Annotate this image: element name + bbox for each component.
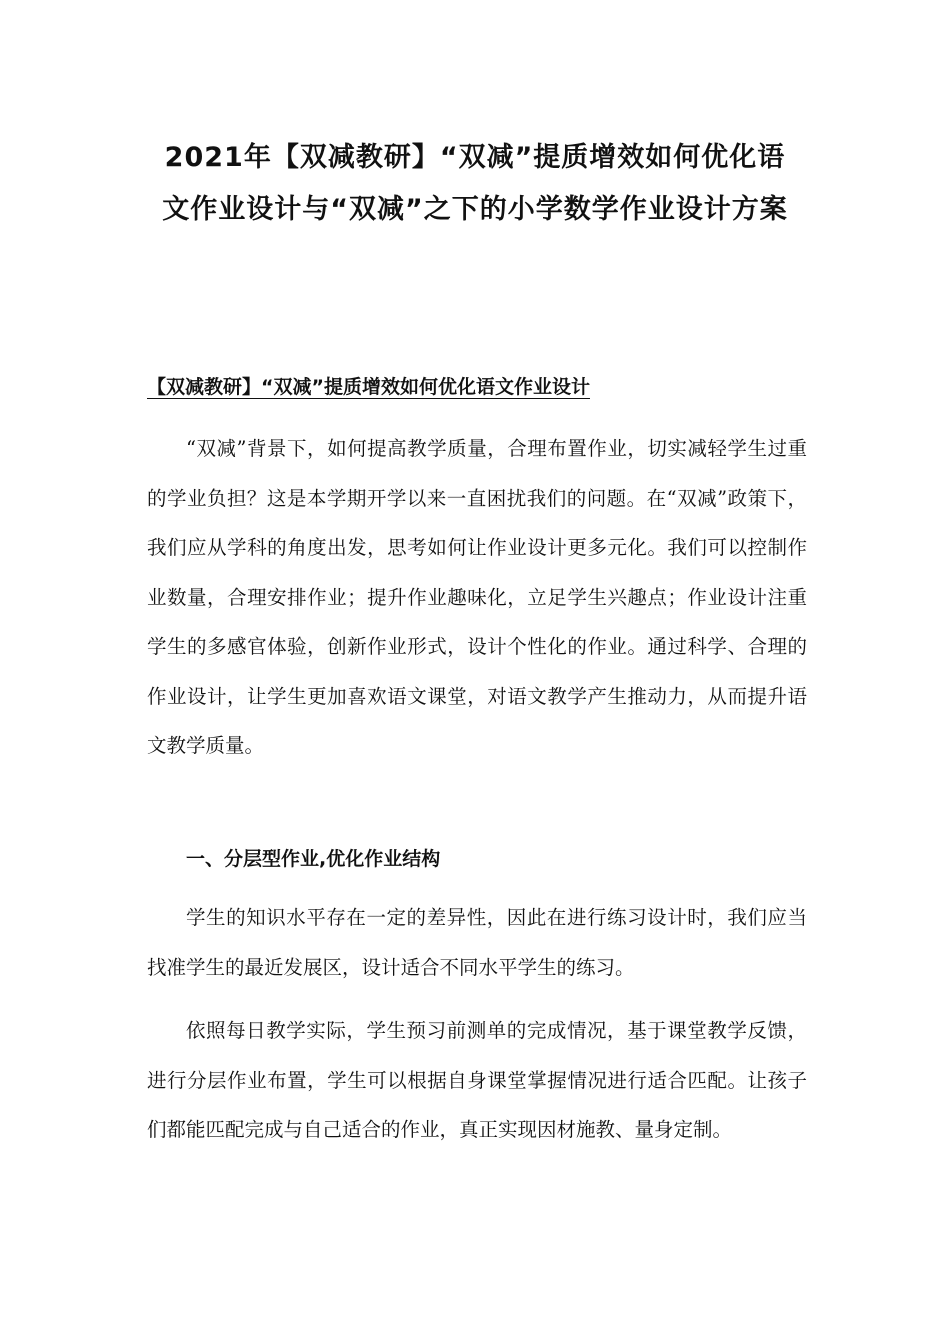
section-heading: 【双减教研】“双减”提质增效如何优化语文作业设计	[147, 376, 590, 398]
document-title-line-1: 2021年【双减教研】“双减”提质增效如何优化语	[164, 142, 786, 173]
paragraph-knowledge-differences: 学生的知识水平存在一定的差异性，因此在进行练习设计时，我们应当找准学生的最近发展区，设计适合不同水平学生的练习。	[147, 906, 807, 979]
paragraph-daily-practice: 依照每日教学实际，学生预习前测单的完成情况，基于课堂教学反馈，进行分层作业布置，学生可以根据自身课堂掌握情况进行适合匹配。让孩子们都能匹配完成与自己适合的作业，真正实现因材施教、量身定制。	[147, 1019, 807, 1141]
document-title-line-2: 文作业设计与“双减”之下的小学数学作业设计方案	[162, 194, 788, 225]
paragraph-intro: “双减”背景下，如何提高教学质量，合理布置作业，切实减轻学生过重的学业负担？这是本学期开学以来一直困扰我们的问题。在“双减”政策下，我们应从学科的角度出发，思考如何让作业设计更多元化。我们可以控制作业数量，合理安排作业；提升作业趣味化，立足学生兴趣点；作业设计注重学生的多感官体验，创新作业形式，设计个性化的作业。通过科学、合理的作业设计，让学生更加喜欢语文课堂，对语文教学产生推动力，从而提升语文教学质量。	[147, 437, 807, 757]
subheading-layered-homework: 一、分层型作业,优化作业结构	[186, 848, 441, 870]
document-title	[120, 132, 830, 236]
